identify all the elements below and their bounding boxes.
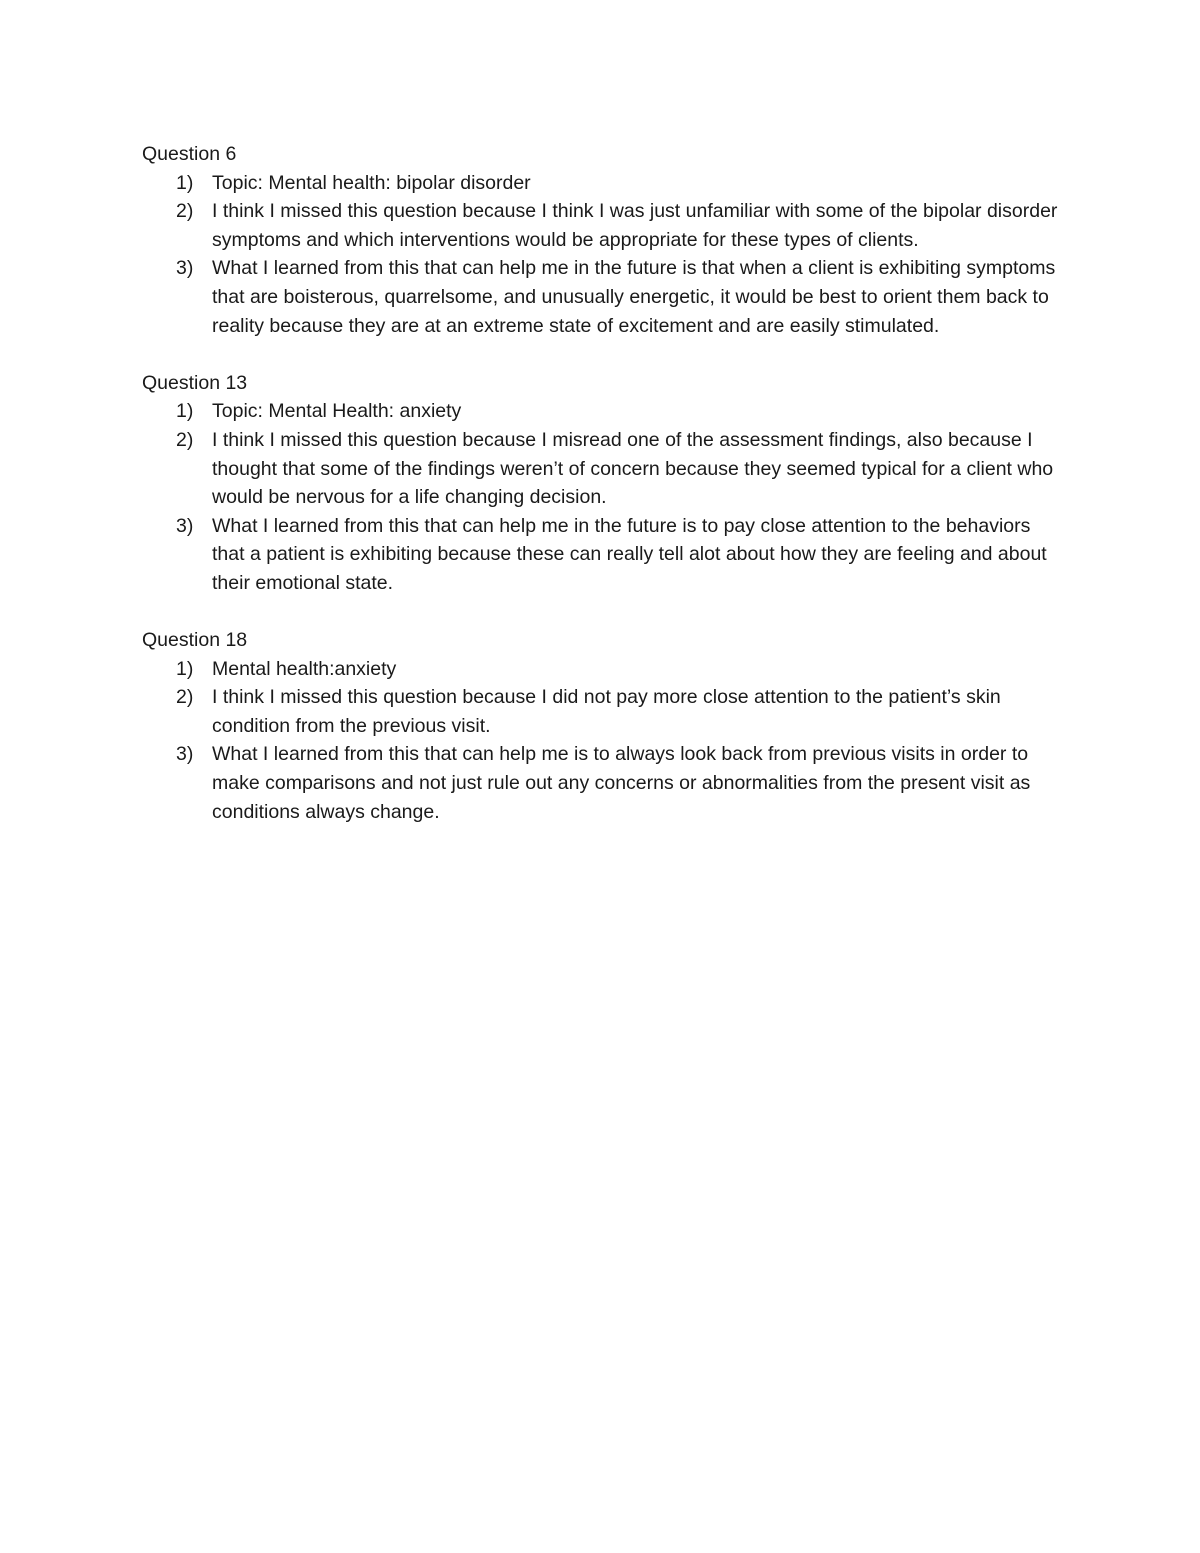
list-item <box>142 397 1062 426</box>
list-number: 2) <box>176 200 194 223</box>
list-number: 1) <box>176 400 194 423</box>
list-item <box>142 426 1062 512</box>
list-number: 1) <box>176 657 194 680</box>
question-section <box>142 626 1062 826</box>
list-item-text: I think I missed this question because I misread one of the assessment findings, also because I thought that some of the findings weren’t of concern because they seemed typical for a client who would be nervous for a life changing decision. <box>212 428 1054 509</box>
section-title: Question 18 <box>142 629 248 652</box>
document-body <box>142 140 1062 855</box>
list-item <box>142 197 1062 254</box>
list-number: 3) <box>176 257 194 280</box>
numbered-list <box>142 655 1062 827</box>
list-item <box>142 512 1062 598</box>
list-item <box>142 254 1062 340</box>
list-number: 3) <box>176 514 194 537</box>
list-item <box>142 169 1062 198</box>
list-item <box>142 740 1062 826</box>
list-item-text: I think I missed this question because I think I was just unfamiliar with some of the bipolar disorder symptoms and which interventions would be appropriate for these types of clients. <box>212 200 1058 251</box>
question-section <box>142 140 1062 340</box>
numbered-list <box>142 397 1062 597</box>
list-item-text: What I learned from this that can help me in the future is to pay close attention to the behaviors that a patient is exhibiting because these can really tell alot about how they are feeling and about their emotional state. <box>212 514 1047 594</box>
list-item-text: I think I missed this question because I did not pay more close attention to the patient’s skin condition from the previous visit. <box>212 686 1001 737</box>
list-item-text: Topic: Mental Health: anxiety <box>212 400 462 423</box>
question-section <box>142 369 1062 598</box>
list-number: 2) <box>176 428 194 451</box>
numbered-list <box>142 169 1062 341</box>
list-item-text: Mental health:anxiety <box>212 657 397 680</box>
list-number: 1) <box>176 171 194 194</box>
list-item-text: What I learned from this that can help me is to always look back from previous visits in order to make comparisons and not just rule out any concerns or abnormalities from the present visit as conditions always change. <box>212 743 1031 823</box>
section-title: Question 6 <box>142 143 237 165</box>
list-number: 2) <box>176 686 194 709</box>
list-number: 3) <box>176 743 194 766</box>
list-item-text: Topic: Mental health: bipolar disorder <box>212 171 531 194</box>
list-item <box>142 683 1062 740</box>
section-title: Question 13 <box>142 371 248 394</box>
list-item <box>142 655 1062 684</box>
list-item-text: What I learned from this that can help me in the future is that when a client is exhibiting symptoms that are boisterous, quarrelsome, and unusually energetic, it would be best to orient them back to reality because they are at an extreme state of excitement and are easily stimulated. <box>212 257 1056 337</box>
